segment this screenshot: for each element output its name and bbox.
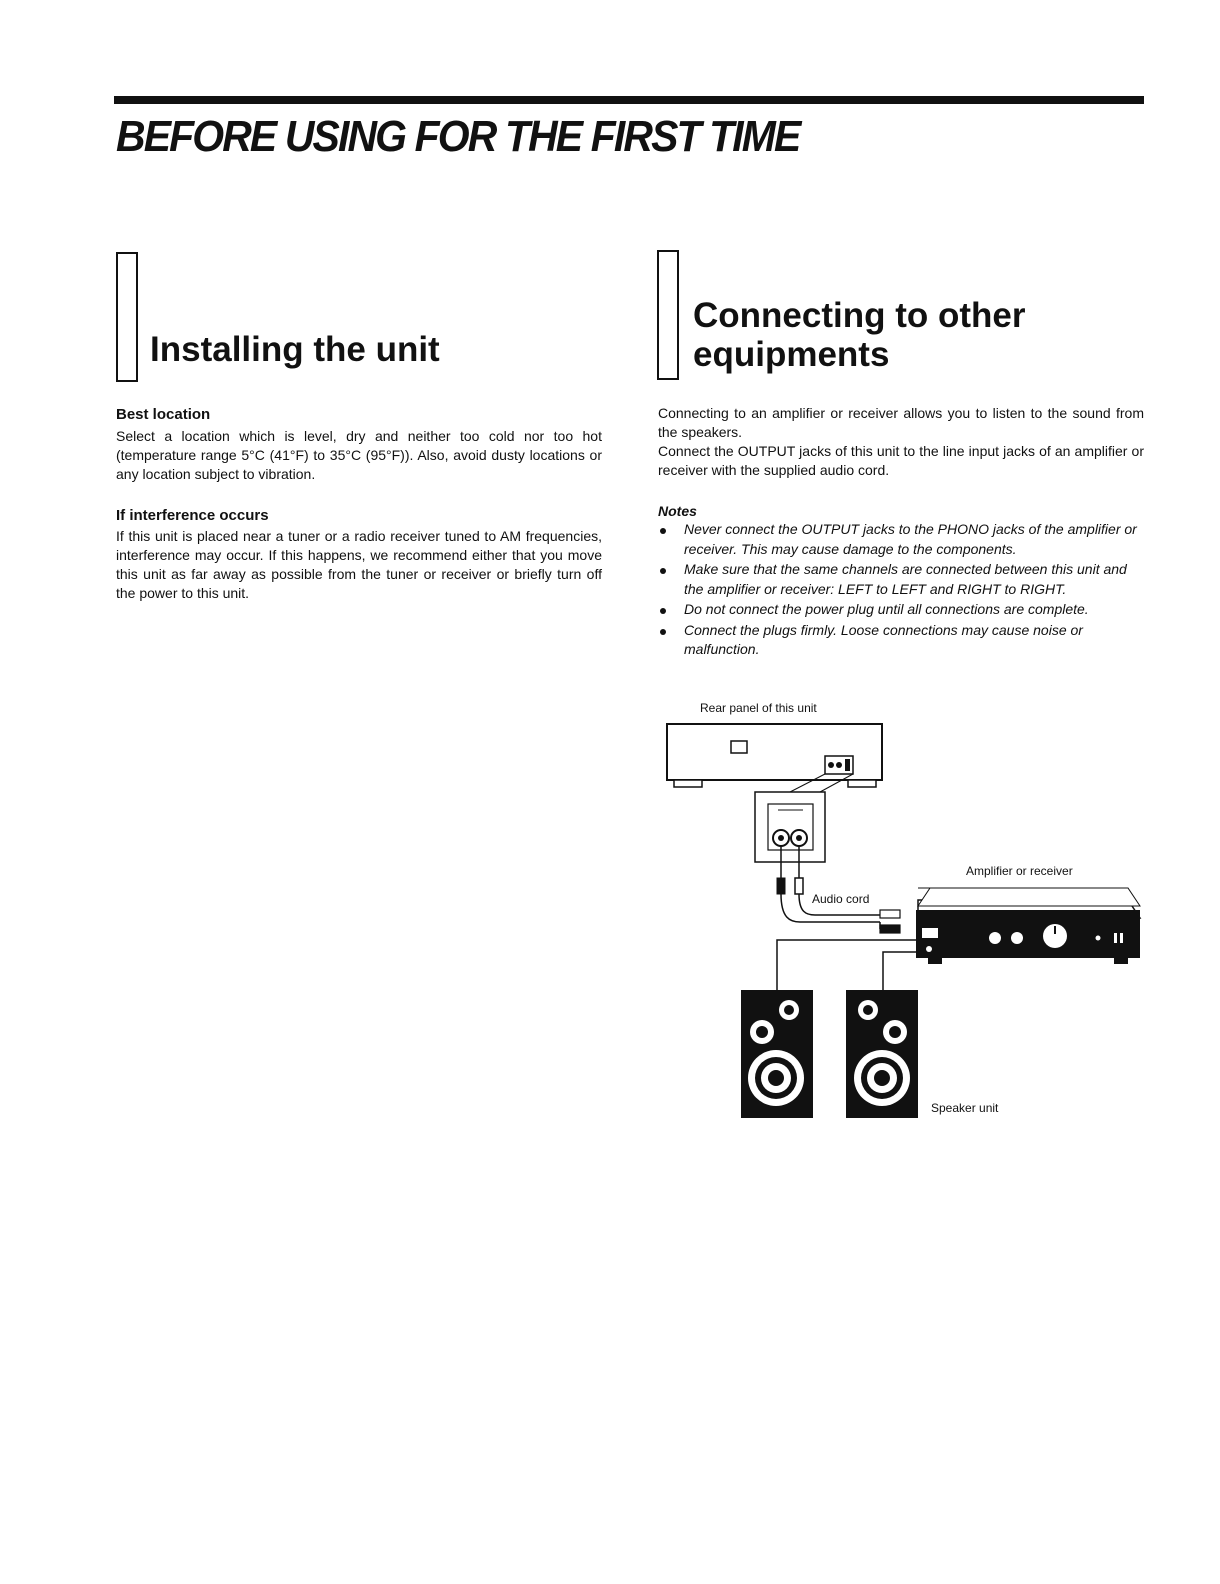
amplifier-label: Amplifier or receiver	[966, 864, 1073, 878]
speaker-left	[741, 990, 813, 1118]
top-rule	[114, 96, 1144, 104]
amplifier-unit	[916, 888, 1140, 964]
best-location-heading: Best location	[116, 406, 211, 423]
section-marker-box	[116, 252, 138, 382]
output-jacks-detail	[755, 792, 825, 862]
installing-title: Installing the unit	[150, 330, 440, 369]
rear-panel-label: Rear panel of this unit	[700, 701, 817, 715]
audio-cord-label: Audio cord	[812, 892, 870, 906]
notes-list	[658, 520, 1146, 661]
interference-text: If this unit is placed near a tuner or a radio receiver tuned to AM frequencies, interference may occur. If this happens, we recommend either that you move this unit as far away as possible from the tuner or receiver or briefly turn off the power to this unit.	[116, 528, 602, 601]
connection-diagram	[650, 700, 1150, 1130]
speaker-wires	[777, 940, 916, 990]
page-title: BEFORE USING FOR THE FIRST TIME	[116, 112, 800, 161]
note-item: Connect the plugs firmly. Loose connections may cause noise or malfunction.	[658, 621, 1146, 660]
notes-heading: Notes	[658, 503, 697, 519]
note-item: Never connect the OUTPUT jacks to the PHONO jacks of the amplifier or receiver. This may cause damage to the components.	[658, 520, 1146, 559]
rear-panel-unit	[667, 724, 882, 792]
connecting-title-line2: equipments	[693, 335, 890, 374]
note-item: Make sure that the same channels are connected between this unit and the amplifier or receiver: LEFT to LEFT and RIGHT to RIGHT.	[658, 560, 1146, 599]
connecting-para-1: Connecting to an amplifier or receiver allows you to listen to the sound from the speakers.	[658, 405, 1144, 440]
connecting-title-line1: Connecting to other	[693, 296, 1026, 335]
interference-heading: If interference occurs	[116, 507, 269, 524]
speaker-label: Speaker unit	[931, 1101, 999, 1115]
connecting-para-2: Connect the OUTPUT jacks of this unit to the line input jacks of an amplifier or receiver with the supplied audio cord.	[658, 443, 1144, 478]
connecting-title	[693, 296, 1025, 374]
section-marker-box	[657, 250, 679, 380]
best-location-text: Select a location which is level, dry and neither too cold nor too hot (temperature range 5°C (41°F) to 35°C (95°F)). Also, avoid dusty locations or any location subject to vibration.	[116, 428, 602, 482]
note-item: Do not connect the power plug until all connections are complete.	[658, 600, 1146, 620]
speaker-right	[846, 990, 918, 1118]
